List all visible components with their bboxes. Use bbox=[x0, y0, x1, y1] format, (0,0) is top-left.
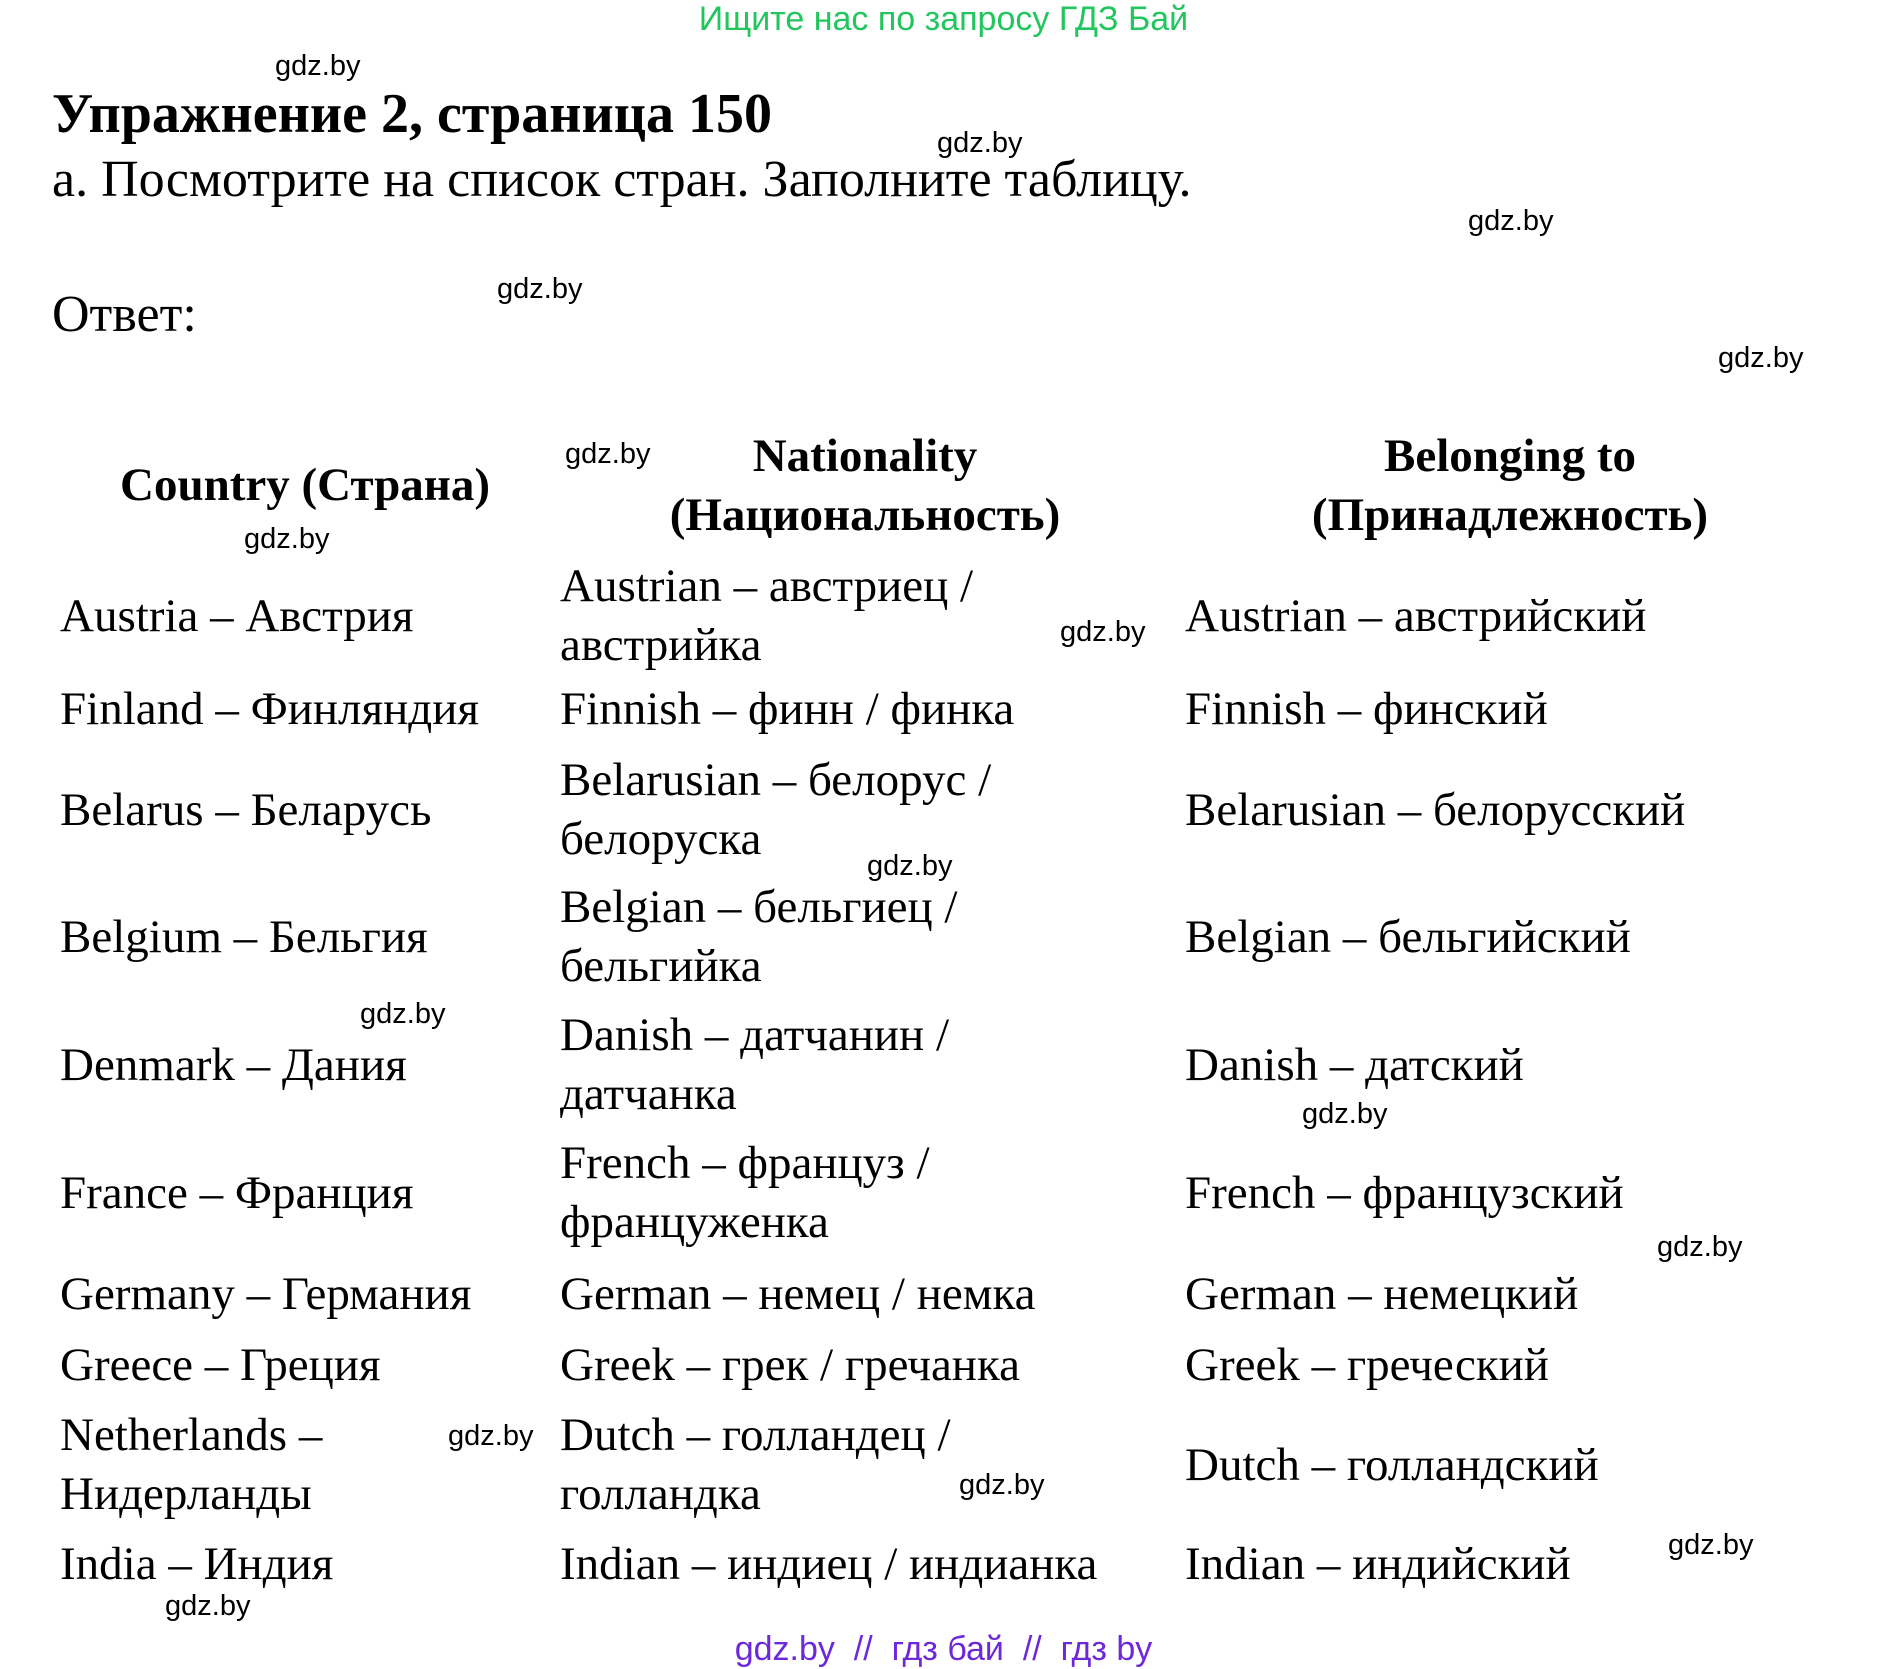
belonging-text: Austrian – австрийский bbox=[1185, 589, 1647, 642]
nationality-line: German – немец / немка bbox=[560, 1268, 1036, 1320]
nationality-cell bbox=[560, 1006, 1160, 1124]
nationality-line: датчанка bbox=[560, 1068, 737, 1120]
header-nationality bbox=[565, 427, 1165, 545]
header-country bbox=[55, 456, 555, 515]
belonging-cell bbox=[1185, 557, 1835, 675]
table-row bbox=[60, 878, 540, 996]
belonging-text: Belarusian – белорусский bbox=[1185, 783, 1686, 836]
table-row bbox=[60, 1265, 540, 1324]
belonging-text: Finnish – финский bbox=[1185, 683, 1548, 735]
table-row bbox=[60, 1006, 540, 1124]
nationality-line: Belarusian – белорус / bbox=[560, 754, 992, 806]
nationality-cell bbox=[560, 878, 1160, 996]
belonging-cell bbox=[1185, 1134, 1835, 1252]
nationality-line: Finnish – финн / финка bbox=[560, 683, 1015, 735]
footer-links bbox=[0, 1630, 1887, 1669]
belonging-text: French – французский bbox=[1185, 1166, 1624, 1219]
nationality-line: Danish – датчанин / bbox=[560, 1009, 950, 1061]
belonging-text: Danish – датский bbox=[1185, 1038, 1524, 1091]
table-row bbox=[60, 1406, 540, 1524]
table-row bbox=[60, 557, 540, 675]
table-row bbox=[60, 1336, 540, 1395]
header-nationality-ru: (Национальность) bbox=[669, 489, 1061, 541]
watermark: gdz.by bbox=[244, 523, 330, 555]
country-cell: Belgium – Бельгия bbox=[60, 910, 428, 963]
country-line: Нидерланды bbox=[60, 1468, 312, 1520]
watermark: gdz.by bbox=[360, 998, 446, 1030]
country-cell: Finland – Финляндия bbox=[60, 683, 479, 735]
nationality-line: француженка bbox=[560, 1196, 829, 1248]
watermark: gdz.by bbox=[275, 50, 361, 82]
nationality-cell bbox=[560, 1134, 1160, 1252]
watermark: gdz.by bbox=[937, 127, 1023, 159]
watermark: gdz.by bbox=[1468, 205, 1554, 237]
country-cell: Greece – Греция bbox=[60, 1339, 381, 1391]
nationality-cell bbox=[560, 557, 1160, 675]
watermark: gdz.by bbox=[1668, 1529, 1754, 1561]
country-cell: France – Франция bbox=[60, 1166, 414, 1219]
nationality-cell bbox=[560, 1265, 1160, 1324]
header-belonging-ru: (Принадлежность) bbox=[1311, 489, 1709, 541]
nationality-cell bbox=[560, 680, 1160, 739]
watermark: gdz.by bbox=[959, 1469, 1045, 1501]
footer-text: gdz.by // гдз бай // гдз by bbox=[734, 1630, 1153, 1668]
nationality-line: Austrian – австриец / bbox=[560, 560, 974, 612]
nationality-line: белоруска bbox=[560, 813, 762, 865]
watermark: gdz.by bbox=[1302, 1098, 1388, 1130]
watermark: gdz.by bbox=[565, 438, 651, 470]
belonging-text: German – немецкий bbox=[1185, 1268, 1579, 1320]
header-nationality-en: Nationality bbox=[752, 430, 978, 482]
header-belonging-en: Belonging to bbox=[1383, 430, 1636, 482]
belonging-cell bbox=[1185, 751, 1835, 869]
nationality-cell bbox=[560, 751, 1160, 869]
watermark: gdz.by bbox=[867, 850, 953, 882]
nationality-line: Dutch – голландец / bbox=[560, 1409, 951, 1461]
header-country-label: Country (Страна) bbox=[120, 459, 490, 511]
belonging-cell bbox=[1185, 1006, 1835, 1124]
country-cell: Belarus – Беларусь bbox=[60, 783, 432, 836]
instruction-text: а. Посмотрите на список стран. Заполните таблицу. bbox=[52, 151, 1192, 208]
belonging-cell bbox=[1185, 680, 1835, 739]
watermark: gdz.by bbox=[497, 273, 583, 305]
table-row bbox=[60, 680, 540, 739]
table-row bbox=[60, 1134, 540, 1252]
watermark: gdz.by bbox=[1718, 342, 1804, 374]
answer-label: Ответ: bbox=[52, 286, 197, 343]
header-belonging bbox=[1185, 427, 1835, 545]
belonging-text: Indian – индийский bbox=[1185, 1538, 1571, 1590]
belonging-cell bbox=[1185, 878, 1835, 996]
nationality-line: Belgian – бельгиец / bbox=[560, 881, 958, 933]
belonging-cell bbox=[1185, 1535, 1835, 1594]
country-cell: Austria – Австрия bbox=[60, 589, 414, 642]
country-cell: India – Индия bbox=[60, 1538, 334, 1590]
country-cell: Denmark – Дания bbox=[60, 1038, 407, 1091]
nationality-line: австрийка bbox=[560, 619, 762, 671]
nationality-line: Indian – индиец / индианка bbox=[560, 1538, 1098, 1590]
nationality-line: голландка bbox=[560, 1468, 761, 1520]
table-row bbox=[60, 1535, 540, 1594]
watermark: gdz.by bbox=[165, 1590, 251, 1622]
nationality-line: бельгийка bbox=[560, 940, 762, 992]
exercise-title: Упражнение 2, страница 150 bbox=[52, 83, 773, 145]
nationality-line: Greek – грек / гречанка bbox=[560, 1339, 1020, 1391]
belonging-text: Belgian – бельгийский bbox=[1185, 910, 1631, 963]
table-row bbox=[60, 751, 540, 869]
belonging-cell bbox=[1185, 1265, 1835, 1324]
country-cell: Germany – Германия bbox=[60, 1268, 472, 1320]
nationality-line: French – француз / bbox=[560, 1137, 930, 1189]
nationality-cell bbox=[560, 1336, 1160, 1395]
belonging-cell bbox=[1185, 1406, 1835, 1524]
nationality-cell bbox=[560, 1535, 1160, 1594]
watermark: gdz.by bbox=[448, 1420, 534, 1452]
country-line: Netherlands – bbox=[60, 1409, 323, 1461]
nationality-cell bbox=[560, 1406, 1160, 1524]
belonging-text: Dutch – голландский bbox=[1185, 1438, 1599, 1491]
watermark: gdz.by bbox=[1060, 616, 1146, 648]
belonging-text: Greek – греческий bbox=[1185, 1339, 1549, 1391]
search-hint-banner: Ищите нас по запросу ГДЗ Бай bbox=[698, 0, 1189, 38]
watermark: gdz.by bbox=[1657, 1231, 1743, 1263]
belonging-cell bbox=[1185, 1336, 1835, 1395]
